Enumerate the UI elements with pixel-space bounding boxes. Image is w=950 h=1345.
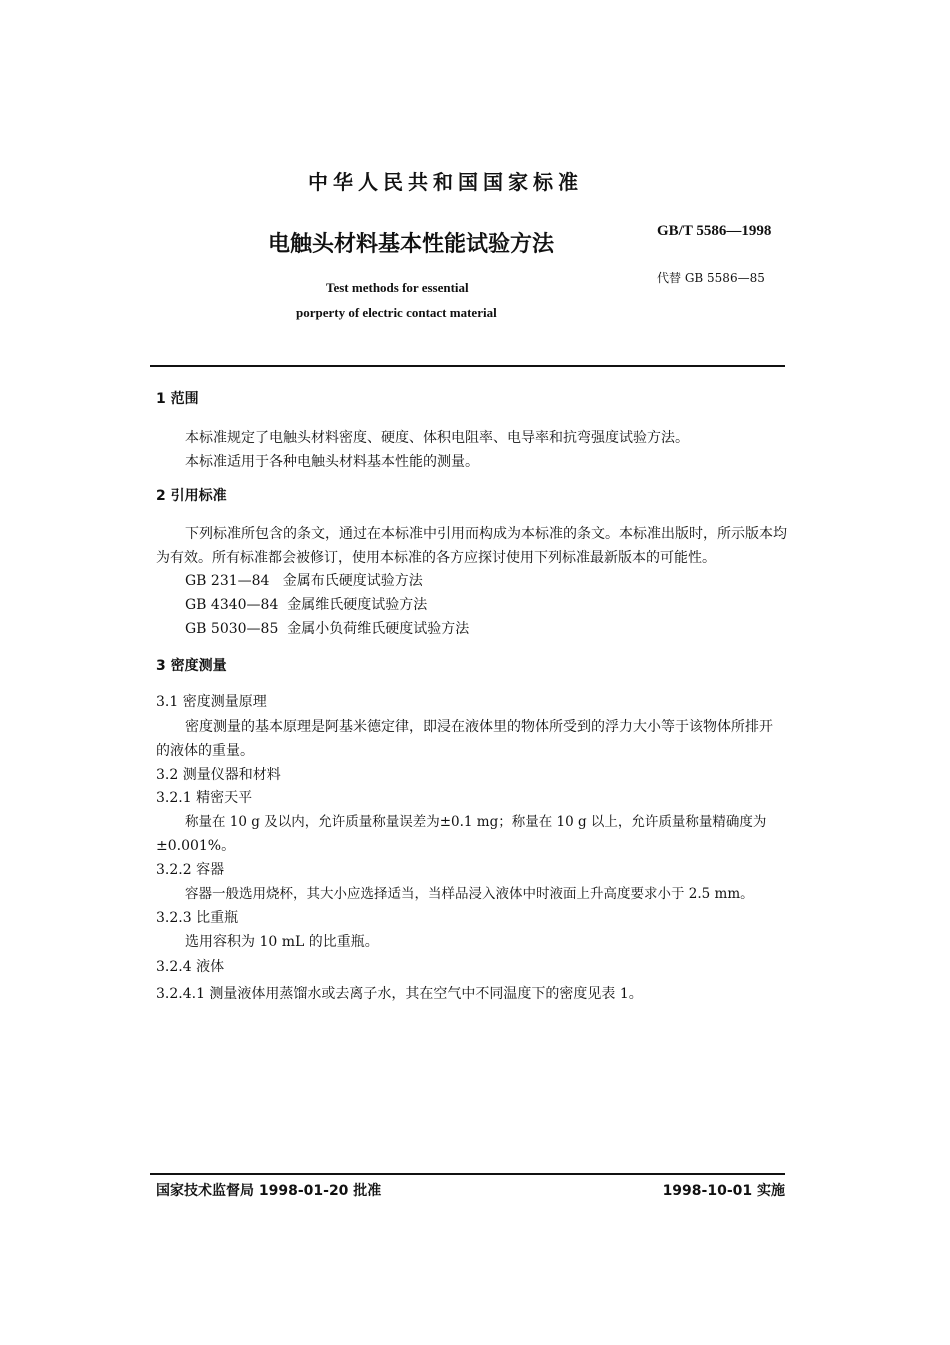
section-1-heading: 1 范围: [156, 391, 199, 407]
paragraph: 称量在 10 g 及以内，允许质量称量误差为±0.1 mg；称量在 10 g 以上，允许质量称量精确度为: [185, 814, 767, 830]
paragraph: 本标准适用于各种电触头材料基本性能的测量。: [185, 454, 479, 470]
subsection-heading: 3.2.2 容器: [156, 862, 225, 878]
section-3-heading: 3 密度测量: [156, 658, 227, 674]
english-title-line1: Test methods for essential: [326, 280, 469, 295]
footer-divider: [150, 1173, 785, 1175]
subsection-heading: 3.1 密度测量原理: [156, 694, 267, 710]
paragraph: 容器一般选用烧杯，其大小应选择适当，当样品浸入液体中时液面上升高度要求小于 2.5 mm。: [185, 886, 754, 902]
paragraph: ±0.001%。: [156, 838, 236, 854]
subsection-heading: 3.2.3 比重瓶: [156, 910, 239, 926]
subsection-heading: 3.2.4 液体: [156, 959, 225, 975]
standard-number: GB/T 5586—1998: [657, 223, 772, 239]
approval-date: 国家技术监督局 1998-01-20 批准: [156, 1183, 382, 1199]
effective-date: 1998-10-01 实施: [662, 1183, 785, 1199]
paragraph: 本标准规定了电触头材料密度、硬度、体积电阻率、电导率和抗弯强度试验方法。: [185, 430, 689, 446]
subsection-heading: 3.2 测量仪器和材料: [156, 767, 281, 783]
reference-item: GB 4340—84 金属维氏硬度试验方法: [185, 597, 428, 613]
paragraph: 下列标准所包含的条文，通过在本标准中引用而构成为本标准的条文。本标准出版时，所示版本均: [185, 526, 787, 542]
header-divider: [150, 365, 785, 367]
paragraph: 的液体的重量。: [156, 743, 254, 759]
paragraph: 选用容积为 10 mL 的比重瓶。: [185, 934, 379, 950]
replaces-note: 代替 GB 5586—85: [657, 271, 765, 285]
reference-item: GB 5030—85 金属小负荷维氏硬度试验方法: [185, 621, 470, 637]
paragraph: 为有效。所有标准都会被修订，使用本标准的各方应探讨使用下列标准最新版本的可能性。: [156, 550, 716, 566]
paragraph: 密度测量的基本原理是阿基米德定律，即浸在液体里的物体所受到的浮力大小等于该物体所排开: [185, 719, 773, 735]
national-standard-label: 中华人民共和国国家标准: [308, 170, 583, 194]
subsection-heading: 3.2.4.1 测量液体用蒸馏水或去离子水，其在空气中不同温度下的密度见表 1。: [156, 986, 643, 1002]
section-2-heading: 2 引用标准: [156, 488, 227, 504]
subsection-heading: 3.2.1 精密天平: [156, 790, 253, 806]
english-title-line2: porperty of electric contact material: [296, 305, 497, 320]
reference-item: GB 231—84 金属布氏硬度试验方法: [185, 573, 423, 589]
document-title: 电触头材料基本性能试验方法: [268, 232, 555, 257]
